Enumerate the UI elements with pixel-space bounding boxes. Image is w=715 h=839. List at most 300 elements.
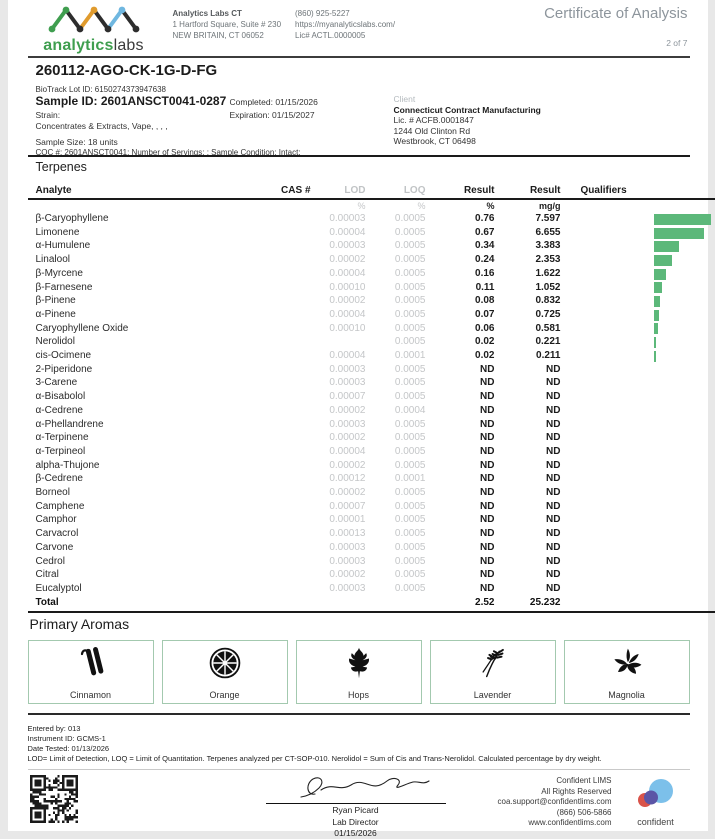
analyte-name: Linalool xyxy=(28,253,261,267)
bar-cell xyxy=(654,349,715,363)
cas-value xyxy=(261,267,311,281)
bar-cell xyxy=(654,363,715,377)
qualifiers-value xyxy=(561,527,654,541)
signature-icon xyxy=(271,772,441,802)
terpene-bar xyxy=(654,214,711,225)
aroma-box-lavender xyxy=(430,640,556,704)
result-mg-value: ND xyxy=(495,568,561,582)
lod-value: 0.00007 xyxy=(311,500,366,514)
lod-value: 0.00001 xyxy=(311,513,366,527)
lod-value: 0.00002 xyxy=(311,431,366,445)
lod-value: 0.00003 xyxy=(311,239,366,253)
terpene-row xyxy=(28,486,715,500)
qualifiers-value xyxy=(561,418,654,432)
qualifiers-value xyxy=(561,568,654,582)
analyte-name: Carvacrol xyxy=(28,527,261,541)
loq-value: 0.0001 xyxy=(366,349,426,363)
loq-value: 0.0005 xyxy=(366,281,426,295)
loq-value: 0.0005 xyxy=(366,527,426,541)
qualifiers-value xyxy=(561,555,654,569)
lod-value: 0.00004 xyxy=(311,226,366,240)
result-mg-value: ND xyxy=(495,472,561,486)
bar-cell xyxy=(654,459,715,473)
analyte-name: Caryophyllene Oxide xyxy=(28,322,261,336)
loq-value: 0.0005 xyxy=(366,445,426,459)
terpene-table xyxy=(28,180,715,613)
bar-cell xyxy=(654,445,715,459)
analyte-name: β-Myrcene xyxy=(28,267,261,281)
aroma-box-orange xyxy=(162,640,288,704)
terpene-row xyxy=(28,404,715,418)
loq-value: 0.0005 xyxy=(366,363,426,377)
terpenes-section-title: Terpenes xyxy=(36,160,690,174)
lod-value: 0.00002 xyxy=(311,568,366,582)
result-pct-value: ND xyxy=(426,472,495,486)
analyte-name: α-Terpinene xyxy=(28,431,261,445)
analyte-name: 3-Carene xyxy=(28,376,261,390)
qualifiers-value xyxy=(561,212,654,226)
lab-address-2: NEW BRITAIN, CT 06052 xyxy=(173,30,282,41)
loq-value: 0.0005 xyxy=(366,555,426,569)
lod-value: 0.00012 xyxy=(311,472,366,486)
terpene-row xyxy=(28,431,715,445)
result-mg-value: ND xyxy=(495,418,561,432)
terpene-row xyxy=(28,527,715,541)
terpene-row xyxy=(28,226,715,240)
signature-block xyxy=(266,772,446,839)
lod-value: 0.00002 xyxy=(311,459,366,473)
result-mg-value: ND xyxy=(495,431,561,445)
analyte-name: Camphor xyxy=(28,513,261,527)
cas-value xyxy=(261,376,311,390)
result-pct-value: 0.02 xyxy=(426,349,495,363)
qualifiers-value xyxy=(561,513,654,527)
expiration-date: Expiration: 01/15/2027 xyxy=(230,110,315,120)
lims-url: www.confidentlims.com xyxy=(498,818,612,829)
cas-value xyxy=(261,349,311,363)
confident-logo xyxy=(626,778,686,827)
signature-date: 01/15/2026 xyxy=(266,829,446,839)
result-pct-value: ND xyxy=(426,445,495,459)
lod-value: 0.00010 xyxy=(311,281,366,295)
aroma-list xyxy=(28,640,690,704)
primary-aromas-section xyxy=(28,612,690,704)
analyte-name: Camphene xyxy=(28,500,261,514)
lab-info xyxy=(173,8,396,41)
result-pct-value: 0.76 xyxy=(426,212,495,226)
total-result-mg: 25.232 xyxy=(495,596,561,612)
magnolia-icon xyxy=(609,645,645,681)
confident-logo-icon xyxy=(633,778,679,814)
lod-value: 0.00003 xyxy=(311,555,366,569)
lod-value: 0.00004 xyxy=(311,308,366,322)
terpene-table-body xyxy=(28,212,715,612)
loq-value: 0.0005 xyxy=(366,486,426,500)
qualifiers-value xyxy=(561,308,654,322)
wordmark-labs: labs xyxy=(114,37,144,54)
analyte-name: β-Cedrene xyxy=(28,472,261,486)
result-pct-value: ND xyxy=(426,568,495,582)
loq-value: 0.0005 xyxy=(366,513,426,527)
qualifiers-value xyxy=(561,390,654,404)
result-pct-value: ND xyxy=(426,555,495,569)
qualifiers-value xyxy=(561,294,654,308)
loq-value: 0.0005 xyxy=(366,541,426,555)
bar-cell xyxy=(654,253,715,267)
bar-cell xyxy=(654,239,715,253)
result-mg-value: 6.655 xyxy=(495,226,561,240)
terpene-row xyxy=(28,541,715,555)
signer-title: Lab Director xyxy=(266,818,446,828)
table-header-row xyxy=(28,180,715,199)
analyte-name: α-Phellandrene xyxy=(28,418,261,432)
result-mg-value: 7.597 xyxy=(495,212,561,226)
wordmark-analytics: analytics xyxy=(43,37,113,54)
terpenes-section xyxy=(28,155,690,613)
lod-value: 0.00002 xyxy=(311,253,366,267)
terpene-bar xyxy=(654,296,660,307)
client-address-1: 1244 Old Clinton Rd xyxy=(394,126,541,137)
terpene-row xyxy=(28,472,715,486)
result-mg-value: ND xyxy=(495,582,561,596)
cas-value xyxy=(261,431,311,445)
lab-contact-block xyxy=(295,8,395,41)
sample-name: 260112-AGO-CK-1G-D-FG xyxy=(36,62,218,79)
result-pct-value: ND xyxy=(426,527,495,541)
terpene-row xyxy=(28,390,715,404)
lod-value: 0.00013 xyxy=(311,527,366,541)
aroma-box-magnolia xyxy=(564,640,690,704)
unit-cell xyxy=(261,199,311,212)
loq-value: 0.0005 xyxy=(366,418,426,432)
qualifiers-value xyxy=(561,239,654,253)
lod-loq-legend: LOD= Limit of Detection, LOQ = Limit of Quantitation. Terpenes analyzed per CT-SOP-010. Nerolidol = Sum of Cis and Trans-Nerolidol. Calculated percentage by dry weight. xyxy=(28,754,690,764)
bar-cell xyxy=(654,568,715,582)
loq-value: 0.0005 xyxy=(366,582,426,596)
bar-cell xyxy=(654,472,715,486)
loq-value: 0.0004 xyxy=(366,404,426,418)
qualifiers-value xyxy=(561,500,654,514)
signer-name: Ryan Picard xyxy=(266,806,446,816)
qualifiers-value xyxy=(561,459,654,473)
terpene-bar xyxy=(654,269,666,280)
footer-notes xyxy=(28,713,690,764)
analyte-name: alpha-Thujone xyxy=(28,459,261,473)
cas-value xyxy=(261,322,311,336)
strain-label: Strain: xyxy=(36,110,61,120)
client-label: Client xyxy=(394,94,541,105)
cas-value xyxy=(261,390,311,404)
lod-value: 0.00002 xyxy=(311,404,366,418)
total-qualifiers xyxy=(561,596,654,612)
loq-value: 0.0005 xyxy=(366,568,426,582)
bar-cell xyxy=(654,308,715,322)
terpene-bar xyxy=(654,310,659,321)
result-pct-value: ND xyxy=(426,376,495,390)
terpene-row xyxy=(28,294,715,308)
aroma-label: Magnolia xyxy=(565,690,689,700)
analyte-name: Carvone xyxy=(28,541,261,555)
cas-value xyxy=(261,308,311,322)
cas-value xyxy=(261,513,311,527)
lab-phone: (860) 925-5227 xyxy=(295,8,395,19)
lab-address-1: 1 Hartford Square, Suite # 230 xyxy=(173,19,282,30)
loq-value: 0.0005 xyxy=(366,335,426,349)
analyte-name: β-Pinene xyxy=(28,294,261,308)
lod-value: 0.00004 xyxy=(311,267,366,281)
result-mg-value: 0.725 xyxy=(495,308,561,322)
qr-code xyxy=(30,775,78,823)
terpene-row xyxy=(28,513,715,527)
result-mg-value: ND xyxy=(495,445,561,459)
cas-value xyxy=(261,527,311,541)
instrument-id: Instrument ID: GCMS-1 xyxy=(28,734,690,744)
result-mg-value: ND xyxy=(495,555,561,569)
total-lod xyxy=(311,596,366,612)
terpene-bar xyxy=(654,351,656,362)
result-pct-value: ND xyxy=(426,500,495,514)
analyte-name: β-Caryophyllene xyxy=(28,212,261,226)
bar-cell xyxy=(654,418,715,432)
lod-value: 0.00003 xyxy=(311,541,366,555)
terpene-bar xyxy=(654,255,672,266)
cas-value xyxy=(261,445,311,459)
strain-value: Concentrates & Extracts, Vape, , , , xyxy=(36,121,168,131)
terpene-row xyxy=(28,418,715,432)
unit-cell xyxy=(561,199,654,212)
bar-cell xyxy=(654,294,715,308)
total-cas xyxy=(261,596,311,612)
result-pct-value: ND xyxy=(426,582,495,596)
analyte-name: 2-Piperidone xyxy=(28,363,261,377)
lod-value: 0.00010 xyxy=(311,322,366,336)
lod-value: 0.00002 xyxy=(311,294,366,308)
result-pct-value: 0.06 xyxy=(426,322,495,336)
client-address-2: Westbrook, CT 06498 xyxy=(394,136,541,147)
analytics-labs-logo xyxy=(34,4,154,55)
terpene-bar xyxy=(654,282,662,293)
bar-cell xyxy=(654,555,715,569)
qualifiers-value xyxy=(561,582,654,596)
cas-value xyxy=(261,555,311,569)
result-pct-value: 0.07 xyxy=(426,308,495,322)
result-pct-value: ND xyxy=(426,513,495,527)
cas-value xyxy=(261,212,311,226)
certificate-title: Certificate of Analysis xyxy=(544,5,687,22)
bar-cell xyxy=(654,335,715,349)
terpene-row xyxy=(28,445,715,459)
lims-rights: All Rights Reserved xyxy=(498,787,612,798)
terpene-row xyxy=(28,281,715,295)
qualifiers-value xyxy=(561,472,654,486)
lod-value xyxy=(311,335,366,349)
cas-value xyxy=(261,253,311,267)
analyte-name: α-Humulene xyxy=(28,239,261,253)
terpene-row xyxy=(28,253,715,267)
bottom-bar xyxy=(28,769,690,830)
cas-value xyxy=(261,335,311,349)
col-analyte: Analyte xyxy=(28,180,261,199)
lod-value: 0.00007 xyxy=(311,390,366,404)
lavender-icon xyxy=(475,645,511,681)
result-pct-value: ND xyxy=(426,418,495,432)
primary-aromas-title: Primary Aromas xyxy=(30,616,690,632)
col-result-mg: Result xyxy=(495,180,561,199)
result-mg-value: ND xyxy=(495,541,561,555)
cas-value xyxy=(261,404,311,418)
bar-cell xyxy=(654,500,715,514)
completed-date: Completed: 01/15/2026 xyxy=(230,97,318,107)
analyte-name: Eucalyptol xyxy=(28,582,261,596)
units-row xyxy=(28,199,715,212)
analyte-name: Nerolidol xyxy=(28,335,261,349)
cas-value xyxy=(261,294,311,308)
qualifiers-value xyxy=(561,404,654,418)
qualifiers-value xyxy=(561,541,654,555)
terpene-row xyxy=(28,582,715,596)
total-result-pct: 2.52 xyxy=(426,596,495,612)
col-result-pct: Result xyxy=(426,180,495,199)
bar-cell xyxy=(654,404,715,418)
unit-cell: % xyxy=(426,199,495,212)
total-loq xyxy=(366,596,426,612)
cas-value xyxy=(261,459,311,473)
loq-value: 0.0005 xyxy=(366,459,426,473)
sample-size: Sample Size: 18 units xyxy=(36,137,118,147)
terpene-bar xyxy=(654,241,679,252)
result-mg-value: 0.832 xyxy=(495,294,561,308)
qualifiers-value xyxy=(561,363,654,377)
result-mg-value: 0.581 xyxy=(495,322,561,336)
bar-cell xyxy=(654,513,715,527)
cas-value xyxy=(261,363,311,377)
cas-value xyxy=(261,582,311,596)
cas-value xyxy=(261,568,311,582)
bar-cell xyxy=(654,267,715,281)
bar-cell xyxy=(654,376,715,390)
hops-icon xyxy=(341,645,377,681)
terpene-row xyxy=(28,212,715,226)
qualifiers-value xyxy=(561,322,654,336)
analyte-name: Cedrol xyxy=(28,555,261,569)
terpene-bar xyxy=(654,337,656,348)
lims-info xyxy=(498,776,612,829)
result-mg-value: ND xyxy=(495,459,561,473)
aroma-label: Cinnamon xyxy=(29,690,153,700)
orange-icon xyxy=(207,645,243,681)
terpene-row xyxy=(28,568,715,582)
aroma-box-hops xyxy=(296,640,422,704)
cas-value xyxy=(261,226,311,240)
signature-line xyxy=(266,803,446,804)
result-mg-value: ND xyxy=(495,376,561,390)
unit-cell: mg/g xyxy=(495,199,561,212)
aroma-label: Orange xyxy=(163,690,287,700)
loq-value: 0.0001 xyxy=(366,472,426,486)
analyte-name: β-Farnesene xyxy=(28,281,261,295)
result-mg-value: ND xyxy=(495,486,561,500)
qualifiers-value xyxy=(561,226,654,240)
loq-value: 0.0005 xyxy=(366,322,426,336)
cas-value xyxy=(261,500,311,514)
lab-name: Analytics Labs CT xyxy=(173,8,282,19)
client-block xyxy=(394,94,541,147)
terpene-row xyxy=(28,363,715,377)
analyte-name: Limonene xyxy=(28,226,261,240)
sample-id: Sample ID: 2601ANSCT0041-0287 xyxy=(36,94,227,108)
result-pct-value: ND xyxy=(426,486,495,500)
result-mg-value: ND xyxy=(495,500,561,514)
cas-value xyxy=(261,486,311,500)
cas-value xyxy=(261,472,311,486)
cas-value xyxy=(261,239,311,253)
bar-cell xyxy=(654,486,715,500)
terpene-bar xyxy=(654,228,704,239)
qualifiers-value xyxy=(561,267,654,281)
lod-value: 0.00003 xyxy=(311,363,366,377)
result-pct-value: ND xyxy=(426,404,495,418)
qualifiers-value xyxy=(561,445,654,459)
bar-cell xyxy=(654,226,715,240)
loq-value: 0.0005 xyxy=(366,294,426,308)
result-pct-value: 0.11 xyxy=(426,281,495,295)
result-mg-value: ND xyxy=(495,513,561,527)
loq-value: 0.0005 xyxy=(366,376,426,390)
lab-license: Lic# ACTL.0000005 xyxy=(295,30,395,41)
qualifiers-value xyxy=(561,349,654,363)
analyte-name: α-Cedrene xyxy=(28,404,261,418)
qualifiers-value xyxy=(561,376,654,390)
col-bar-chart xyxy=(654,180,715,199)
result-pct-value: 0.08 xyxy=(426,294,495,308)
result-pct-value: ND xyxy=(426,459,495,473)
terpene-row xyxy=(28,239,715,253)
result-pct-value: 0.24 xyxy=(426,253,495,267)
unit-cell: % xyxy=(366,199,426,212)
lod-value: 0.00003 xyxy=(311,582,366,596)
loq-value: 0.0005 xyxy=(366,267,426,281)
lod-value: 0.00002 xyxy=(311,486,366,500)
analyte-name: α-Terpineol xyxy=(28,445,261,459)
result-mg-value: 2.353 xyxy=(495,253,561,267)
qualifiers-value xyxy=(561,335,654,349)
qualifiers-value xyxy=(561,486,654,500)
result-pct-value: ND xyxy=(426,390,495,404)
aroma-label: Hops xyxy=(297,690,421,700)
loq-value: 0.0005 xyxy=(366,390,426,404)
result-mg-value: ND xyxy=(495,527,561,541)
result-mg-value: 3.383 xyxy=(495,239,561,253)
bar-cell xyxy=(654,212,715,226)
lab-url: https://myanalyticslabs.com/ xyxy=(295,19,395,30)
result-mg-value: ND xyxy=(495,404,561,418)
cas-value xyxy=(261,418,311,432)
result-pct-value: ND xyxy=(426,431,495,445)
result-pct-value: 0.34 xyxy=(426,239,495,253)
lod-value: 0.00003 xyxy=(311,376,366,390)
client-license: Lic. # ACFB.0001847 xyxy=(394,115,541,126)
logo-wordmark xyxy=(34,37,154,55)
lims-phone: (866) 506-5866 xyxy=(498,808,612,819)
terpene-row xyxy=(28,349,715,363)
loq-value: 0.0005 xyxy=(366,239,426,253)
result-mg-value: 1.622 xyxy=(495,267,561,281)
date-tested: Date Tested: 01/13/2026 xyxy=(28,744,690,754)
analyte-name: α-Bisabolol xyxy=(28,390,261,404)
result-pct-value: ND xyxy=(426,541,495,555)
coa-page xyxy=(8,0,708,831)
bar-cell xyxy=(654,281,715,295)
